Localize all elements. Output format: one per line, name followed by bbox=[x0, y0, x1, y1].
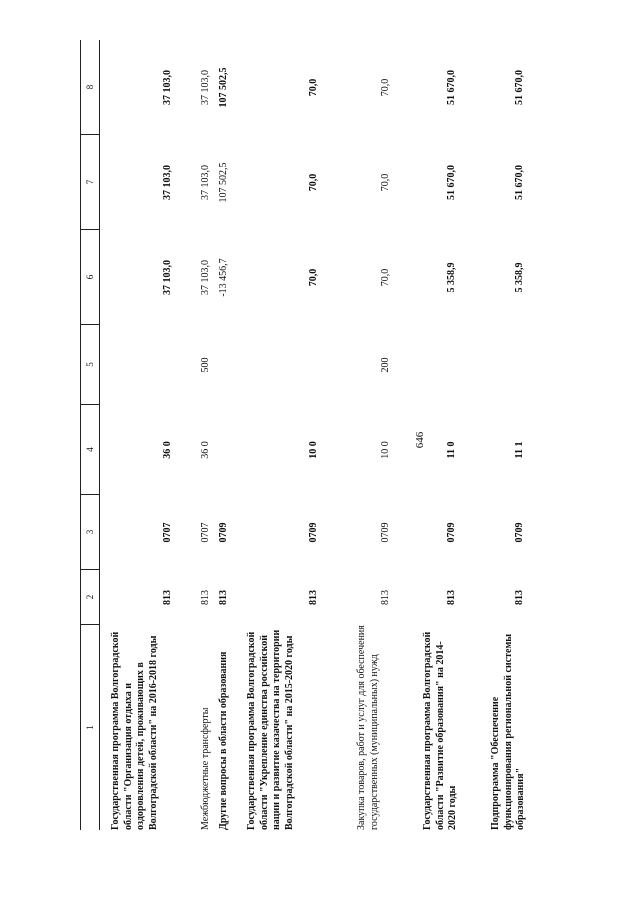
row-name: Закупка товаров, работ и услуг для обеспечения государственных (муниципальных) нужд bbox=[356, 625, 380, 830]
row-value-1: 70,0 bbox=[380, 268, 391, 287]
row-value-1: -13 456,7 bbox=[218, 258, 229, 297]
table-row bbox=[200, 40, 214, 830]
row-value-2: 51 670,0 bbox=[446, 165, 457, 200]
row-section: 0707 bbox=[200, 522, 211, 543]
row-value-3: 37 103,0 bbox=[162, 70, 173, 105]
header-col-8: 8 bbox=[81, 40, 99, 135]
row-code: 813 bbox=[514, 590, 525, 605]
header-col-5: 5 bbox=[81, 325, 99, 405]
row-csr: 10 0 bbox=[380, 441, 391, 459]
row-value-1: 37 103,0 bbox=[200, 260, 211, 295]
row-name: Другие вопросы в области образования bbox=[218, 651, 229, 830]
row-value-2: 37 103,0 bbox=[200, 165, 211, 200]
row-value-3: 70,0 bbox=[308, 78, 319, 97]
table-row bbox=[218, 40, 246, 830]
row-code: 813 bbox=[446, 590, 457, 605]
header-col-1: 1 bbox=[85, 725, 95, 730]
row-value-2: 107 502,5 bbox=[218, 162, 229, 203]
row-name: Межбюджетные трансферты bbox=[200, 707, 211, 830]
page-number: 646 bbox=[414, 431, 426, 449]
row-name: Государственная программа Волгоградской области "Развитие образования" на 2014-2020 годы bbox=[422, 631, 458, 830]
row-code: 813 bbox=[162, 590, 173, 605]
row-value-1: 37 103,0 bbox=[162, 260, 173, 295]
row-value-1: 70,0 bbox=[308, 268, 319, 287]
table-row bbox=[490, 40, 540, 830]
row-value-3: 51 670,0 bbox=[446, 70, 457, 105]
header-col-6: 6 bbox=[81, 230, 99, 325]
header-col-3: 3 bbox=[81, 495, 99, 570]
table-row bbox=[110, 40, 180, 830]
row-csr: 36 0 bbox=[162, 441, 173, 459]
row-section: 0709 bbox=[308, 522, 319, 543]
budget-table bbox=[80, 40, 550, 830]
table-row bbox=[422, 40, 472, 830]
row-name: Подпрограмма "Обеспечение функционирования региональной системы образования" bbox=[490, 633, 526, 830]
table-header bbox=[80, 40, 100, 830]
row-value-2: 70,0 bbox=[308, 173, 319, 192]
row-value-2: 51 670,0 bbox=[514, 165, 525, 200]
row-code: 813 bbox=[218, 590, 229, 605]
row-csr: 36 0 bbox=[200, 441, 211, 459]
row-value-3: 51 670,0 bbox=[514, 70, 525, 105]
row-csr: 11 0 bbox=[446, 441, 457, 459]
row-value-2: 37 103,0 bbox=[162, 165, 173, 200]
row-code: 813 bbox=[380, 590, 391, 605]
header-col-4: 4 bbox=[81, 405, 99, 495]
row-code: 813 bbox=[308, 590, 319, 605]
row-csr: 11 1 bbox=[514, 441, 525, 459]
row-name: Государственная программа Волгоградской области "Укрепление единства российской нации и развитие казачества на территории Волгоградской области" на 2015-2020 годы bbox=[246, 629, 295, 830]
header-col-2: 2 bbox=[81, 570, 99, 625]
row-value-3: 37 103,0 bbox=[200, 70, 211, 105]
row-value-2: 70,0 bbox=[380, 173, 391, 192]
row-section: 0709 bbox=[446, 522, 457, 543]
row-value-1: 5 358,9 bbox=[514, 262, 525, 293]
table-row bbox=[356, 40, 406, 830]
row-value-3: 70,0 bbox=[380, 78, 391, 97]
row-csr: 10 0 bbox=[308, 441, 319, 459]
row-code: 813 bbox=[200, 590, 211, 605]
row-vr: 500 bbox=[200, 357, 211, 373]
row-section: 0709 bbox=[380, 522, 391, 543]
row-name: Государственная программа Волгоградской области "Организация отдыха и оздоровления детей, проживающих в Волгоградской области" на 2016-2018 годы bbox=[110, 631, 159, 830]
row-value-3: 107 502,5 bbox=[218, 67, 229, 108]
table-row bbox=[246, 40, 346, 830]
row-section: 0707 bbox=[162, 522, 173, 543]
row-section: 0709 bbox=[514, 522, 525, 543]
row-section: 0709 bbox=[218, 522, 229, 543]
row-value-1: 5 358,9 bbox=[446, 262, 457, 293]
row-vr: 200 bbox=[380, 357, 391, 373]
header-col-7: 7 bbox=[81, 135, 99, 230]
